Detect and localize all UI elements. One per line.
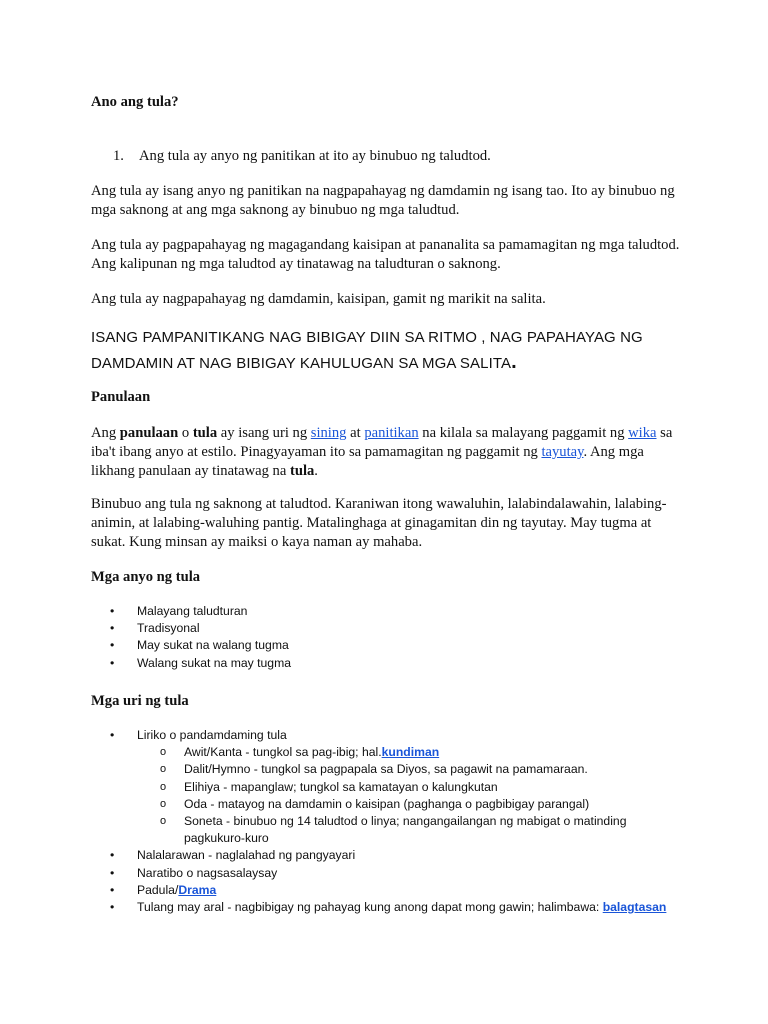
bold-term-tula: tula [289,463,315,479]
link-sining[interactable]: sining [310,425,347,441]
heading-mga-anyo: Mga anyo ng tula [91,569,201,585]
list-item-text: Liriko o pandamdaming tula [137,728,287,742]
text-run: ay isang uri ng [217,425,311,441]
panulaan-paragraph [91,424,681,481]
sub-list-item: o Dalit/Hymno - tungkol sa pagpapala sa Diyos, sa pagawit na pamamaraan. [160,761,690,778]
anyo-list [110,603,670,672]
numbered-list [113,147,673,166]
text-run: sa iba't ibang anyo at estilo. Pinagyayaman ito sa pamamagitan ng paggamit ng [91,425,673,460]
list-item: • Walang sukat na may tugma [110,655,670,672]
caps-text: ISANG PAMPANITIKANG NAG BIBIGAY DIIN SA RITMO , NAG PAPAHAYAG NG DAMDAMIN AT NAG BIBIGAY KAHULUGAN SA MGA SALITA [91,329,643,372]
link-panitikan[interactable]: panitikan [364,425,419,441]
paragraph-3: Ang tula ay nagpapahayag ng damdamin, kaisipan, gamit ng marikit na salita. [91,291,546,307]
list-item-text: Tulang may aral - nagbibigay ng pahayag kung anong dapat mong gawin; halimbawa: [137,900,603,915]
text-run: . Ang mga likhang panulaan ay tinatawag na [91,444,644,479]
text-run: Ang [91,425,120,441]
list-item: • Naratibo o nagsasalaysay [110,865,690,882]
text-run: na kilala sa malayang paggamit ng [418,425,629,441]
list-item-text: Padula/ [137,882,179,897]
link-tayutay[interactable]: tayutay [541,444,584,460]
liriko-sub-list [160,744,690,847]
list-item [110,727,690,847]
caps-period: . [511,351,517,373]
sub-list-item [160,744,690,761]
link-balagtasan[interactable]: balagtasan [602,900,667,915]
link-kundiman[interactable]: kundiman [381,745,440,760]
sub-item-text: Awit/Kanta - tungkol sa pag-ibig; hal. [184,745,382,760]
numbered-item-text: Ang tula ay anyo ng panitikan at ito ay binubuo ng taludtod. [139,148,491,164]
heading-ano-ang-tula: Ano ang tula? [91,94,179,110]
list-item [110,882,690,899]
link-wika[interactable]: wika [628,425,657,441]
paragraph-2: Ang tula ay pagpapahayag ng magagandang kaisipan at pananalita sa pamamagitan ng mga taludtod. Ang kalipunan ng mga taludtod ay tinatawag na taludturan o saknong. [91,237,680,272]
paragraph-binubuo: Binubuo ang tula ng saknong at taludtod. Karaniwan itong wawaluhin, lalabindalawahin, lalabing-animin, at lalabing-waluhing pantig. Matalinghaga at ginagamitan din ng tayutay. May tugma at sukat. Kung minsan ay maiksi o kaya naman ay mahaba. [91,496,667,550]
list-item: • May sukat na walang tugma [110,637,670,654]
sub-list-item: o Soneta - binubuo ng 14 taludtod o linya; nangangailangan ng mabigat o matinding pagkukuro-kuro [160,813,654,847]
link-drama[interactable]: Drama [178,882,217,897]
caps-paragraph [91,326,691,376]
heading-mga-uri: Mga uri ng tula [91,693,189,709]
bold-term-tula: tula [192,425,218,441]
sub-list-item: o Oda - matayog na damdamin o kaisipan (paghanga o pagbibigay parangal) [160,796,690,813]
list-number: 1. [113,148,124,164]
heading-panulaan: Panulaan [91,389,151,405]
list-item [110,899,690,916]
list-item: • Malayang taludturan [110,603,670,620]
numbered-item [113,147,673,166]
uri-list [110,727,690,916]
list-item: • Tradisyonal [110,620,670,637]
text-run: o [178,425,193,441]
text-run: . [314,463,318,479]
sub-list-item: o Elihiya - mapanglaw; tungkol sa kamatayan o kalungkutan [160,779,690,796]
bold-term-panulaan: panulaan [119,425,179,441]
list-item: • Nalalarawan - naglalahad ng pangyayari [110,847,690,864]
paragraph-1: Ang tula ay isang anyo ng panitikan na nagpapahayag ng damdamin ng isang tao. Ito ay binubuo ng mga saknong at ang mga saknong ay binubuo ng mga taludtud. [91,183,675,218]
text-run: at [346,425,365,441]
